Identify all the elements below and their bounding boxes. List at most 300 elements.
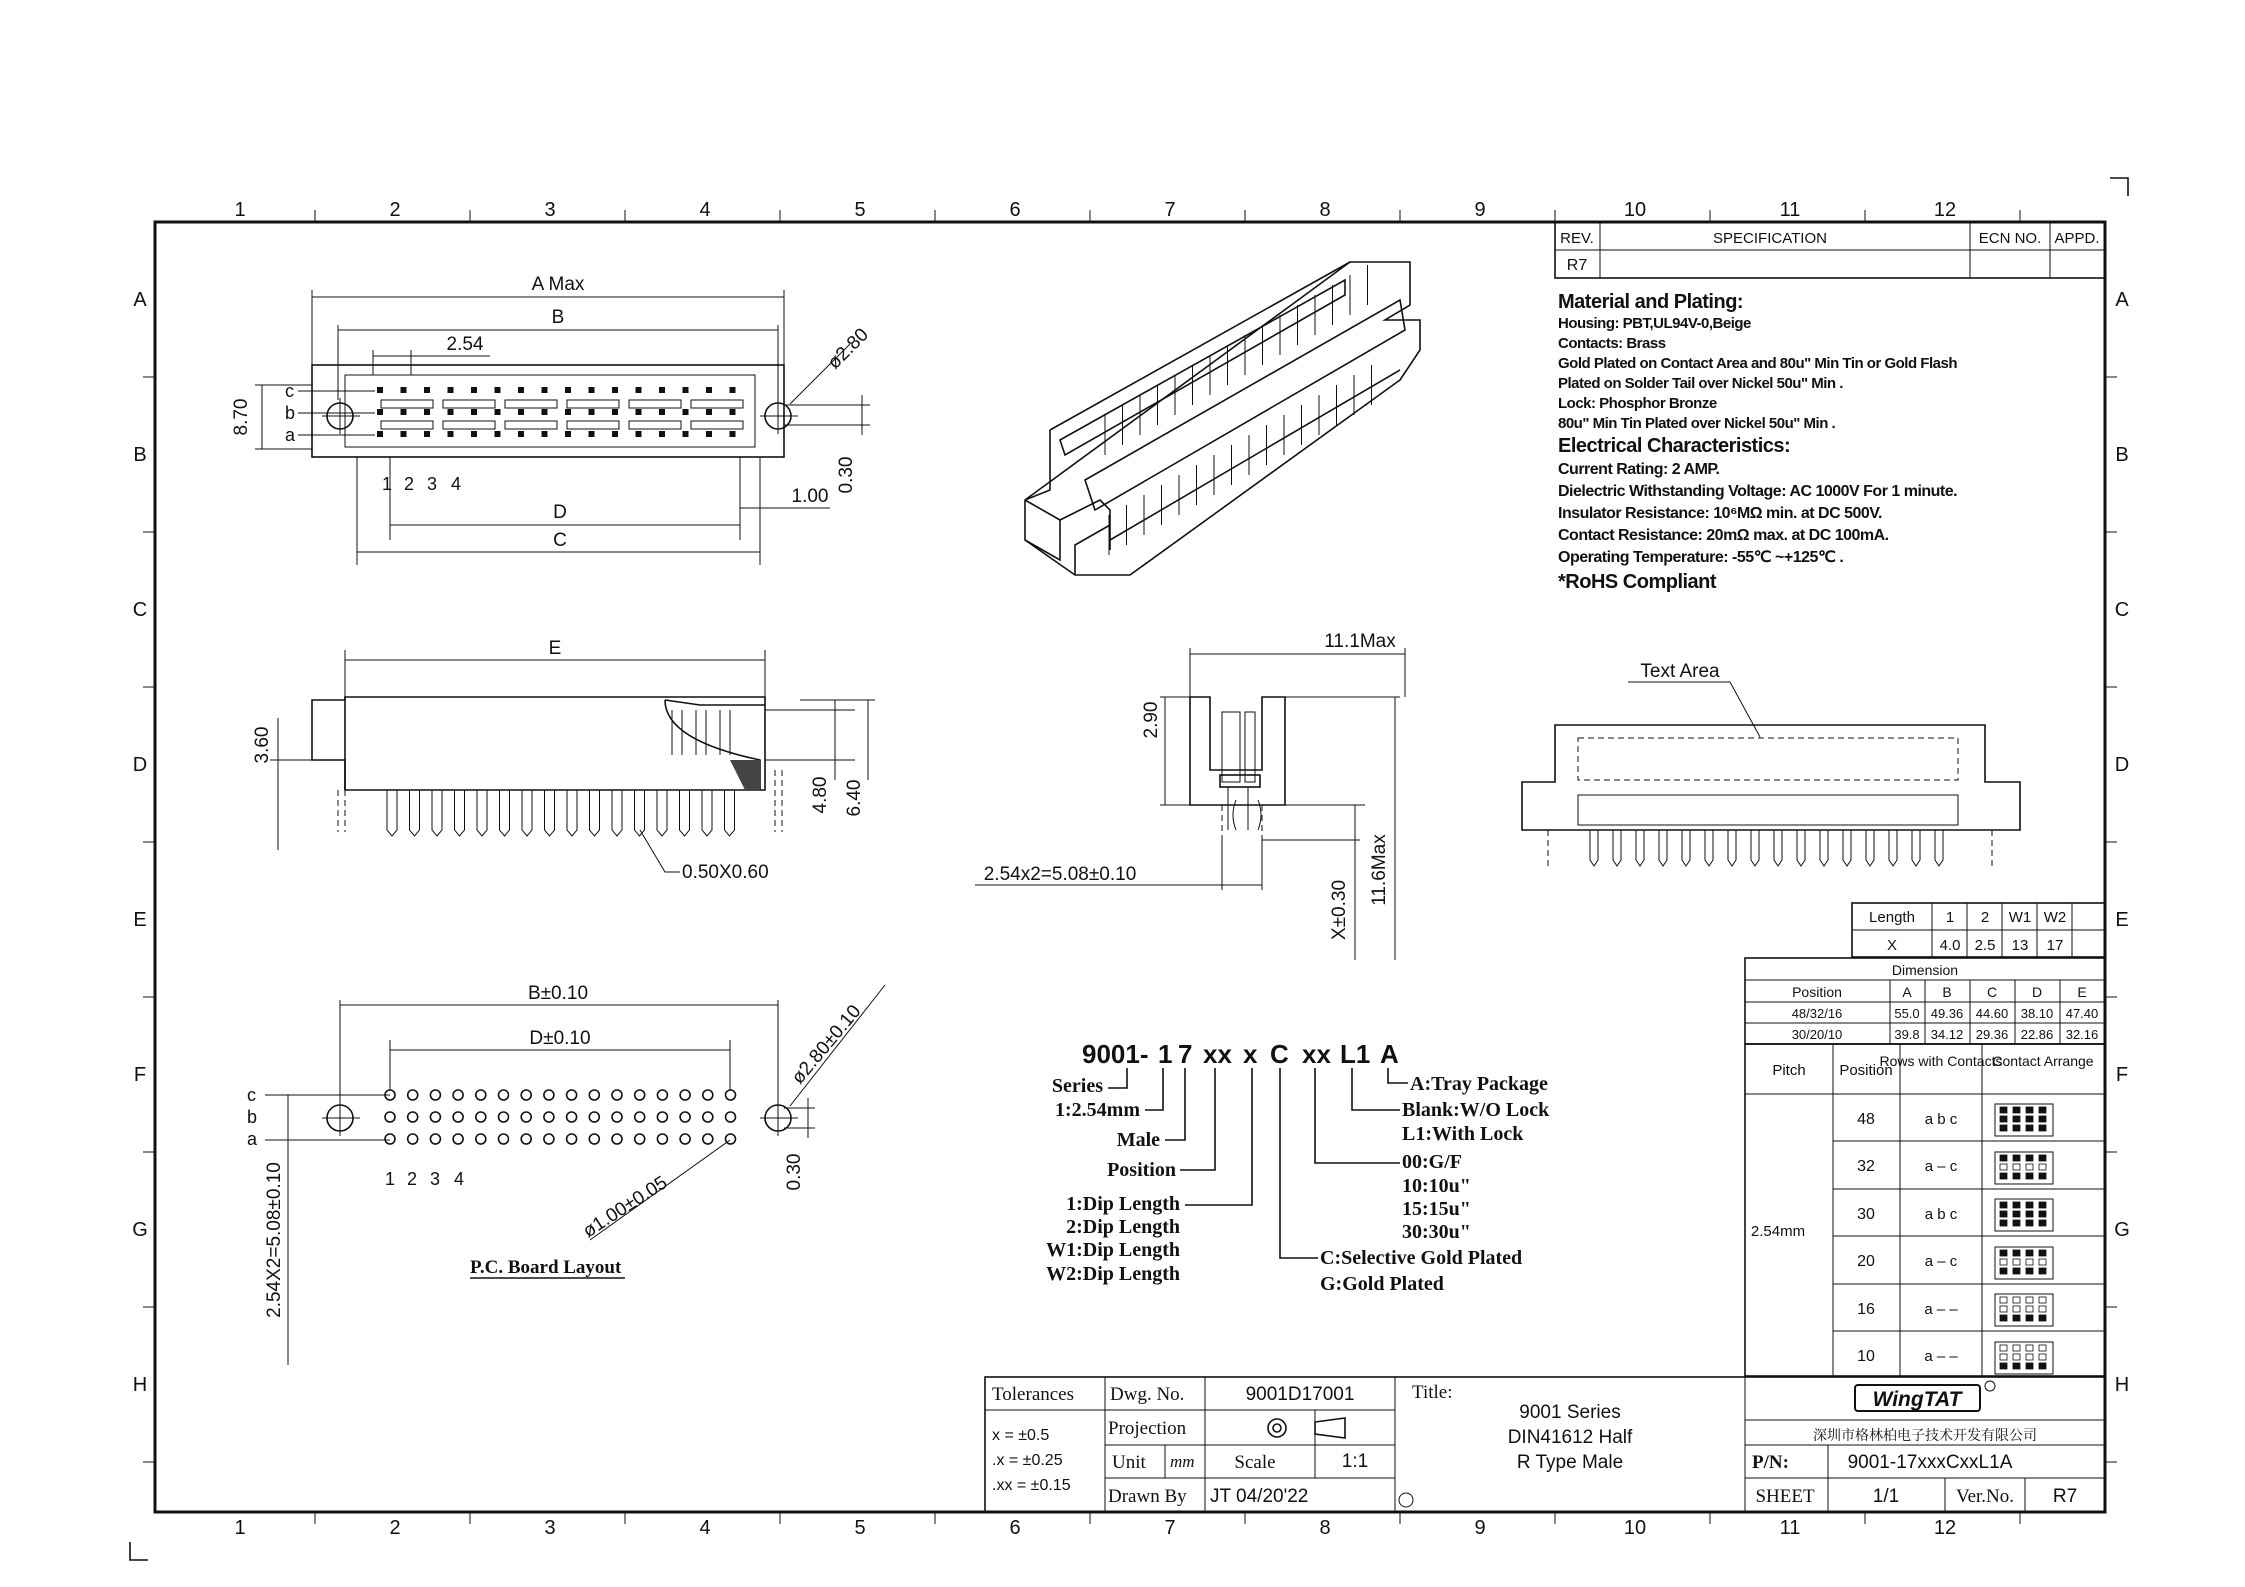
svg-text:W2:Dip Length: W2:Dip Length: [1046, 1263, 1180, 1285]
dim-length: 11.6Max: [1369, 834, 1390, 906]
pcb-pin-hole: [453, 1112, 463, 1122]
pcb-pin-hole: [635, 1134, 645, 1144]
pin-slot: [401, 409, 407, 415]
arrange-cell: [2013, 1173, 2020, 1179]
text-area-label: Text Area: [1640, 661, 1720, 682]
pcb-pin-hole: [635, 1112, 645, 1122]
pcb-dim-pin-hole: ø1.00±0.05: [579, 1172, 672, 1243]
pcb-pin-hole: [476, 1112, 486, 1122]
svg-text:2.5: 2.5: [1974, 937, 1996, 954]
svg-text:48: 48: [1857, 1111, 1875, 1128]
dim-offset: 1.00: [791, 486, 829, 507]
pin-slot: [612, 409, 618, 415]
pin-slot: [377, 431, 383, 437]
svg-text:b: b: [247, 1107, 258, 1127]
pin-slot: [471, 387, 477, 393]
svg-text:Dielectric Withstanding Voltag: Dielectric Withstanding Voltage: AC 1000V For 1 minute.: [1558, 483, 1958, 500]
svg-text:x: x: [1243, 1039, 1258, 1069]
electrical-heading: Electrical Characteristics:: [1558, 435, 1791, 457]
dim-pitch: 2.54: [446, 334, 484, 355]
svg-text:xx: xx: [1302, 1039, 1331, 1069]
ta-pin: [1705, 830, 1713, 866]
svg-text:4: 4: [699, 1517, 711, 1539]
arrange-cell: [2013, 1268, 2020, 1274]
arrange-cell: [2013, 1155, 2020, 1161]
arrange-cell: [2000, 1211, 2007, 1217]
svg-text:A:Tray Package: A:Tray Package: [1410, 1073, 1548, 1095]
svg-text:6: 6: [1009, 1517, 1021, 1539]
svg-text:1:1: 1:1: [1341, 1451, 1369, 1472]
svg-text:G: G: [2114, 1219, 2130, 1241]
arrange-cell: [2013, 1354, 2020, 1360]
svg-text:W1:Dip Length: W1:Dip Length: [1046, 1239, 1180, 1261]
pin-slot: [565, 387, 571, 393]
pcb-pin-hole: [385, 1134, 395, 1144]
pin-slot: [659, 387, 665, 393]
dim-e: E: [548, 638, 562, 659]
arrange-cell: [2039, 1259, 2046, 1265]
svg-text:48/32/16: 48/32/16: [1791, 1006, 1843, 1021]
svg-text:39.8: 39.8: [1894, 1027, 1920, 1042]
arrange-cell: [2026, 1107, 2033, 1113]
pcb-pin-hole: [589, 1134, 599, 1144]
svg-text:a: a: [247, 1129, 258, 1149]
svg-text:Scale: Scale: [1234, 1452, 1276, 1473]
svg-text:c: c: [285, 381, 294, 401]
arrange-cell: [2026, 1250, 2033, 1256]
arrange-cell: [2013, 1250, 2020, 1256]
svg-text:Plated on Solder Tail over Nic: Plated on Solder Tail over Nickel 50u" Min .: [1558, 375, 1843, 392]
pin-slot: [377, 387, 383, 393]
svg-text:2.54mm: 2.54mm: [1750, 1223, 1806, 1240]
svg-text:5: 5: [854, 199, 866, 221]
arrange-cell: [2026, 1363, 2033, 1369]
side-contact: [672, 710, 682, 755]
svg-text:Length: Length: [1869, 909, 1915, 926]
side-view: [252, 638, 875, 883]
pin-slot: [448, 409, 454, 415]
svg-text:L1:With Lock: L1:With Lock: [1402, 1123, 1524, 1145]
svg-text:3: 3: [429, 1169, 441, 1189]
pcb-layout-label: P.C. Board Layout: [470, 1257, 622, 1278]
pcb-pin-hole: [567, 1112, 577, 1122]
pin-slot: [612, 431, 618, 437]
dim-h1: 3.60: [252, 726, 273, 764]
pin-slot: [495, 409, 501, 415]
arrange-cell: [2013, 1211, 2020, 1217]
pin-slot: [706, 409, 712, 415]
pin-slot: [636, 431, 642, 437]
slot-group: [629, 421, 681, 429]
pin-slot: [636, 387, 642, 393]
svg-text:Dimension: Dimension: [1891, 962, 1959, 978]
ta-pin: [1889, 830, 1897, 866]
pcb-pin-hole: [544, 1090, 554, 1100]
side-pins: [387, 710, 735, 836]
svg-text:c: c: [247, 1085, 256, 1105]
arrange-cell: [2039, 1107, 2046, 1113]
pcb-pin-hole: [657, 1090, 667, 1100]
svg-text:2: 2: [406, 1169, 418, 1189]
pin-slot: [495, 431, 501, 437]
svg-text:22.86: 22.86: [2020, 1027, 2054, 1042]
side-pin: [702, 790, 712, 836]
pin-slot: [659, 431, 665, 437]
svg-text:32.16: 32.16: [2065, 1027, 2099, 1042]
svg-text:B: B: [133, 444, 147, 466]
svg-text:R7: R7: [2052, 1486, 2078, 1507]
svg-text:ECN NO.: ECN NO.: [1978, 230, 2042, 247]
svg-text:30:30u": 30:30u": [1402, 1221, 1471, 1243]
arrange-cell: [2026, 1259, 2033, 1265]
arrange-cell: [2039, 1155, 2046, 1161]
column-labels-top: [234, 199, 1956, 221]
svg-text:Blank:W/O Lock: Blank:W/O Lock: [1402, 1099, 1550, 1121]
svg-text:3: 3: [544, 199, 556, 221]
arrange-cell: [2039, 1315, 2046, 1321]
svg-text:a b c: a b c: [1924, 1111, 1958, 1128]
pcb-pin-hole: [544, 1134, 554, 1144]
pin-slot: [424, 431, 430, 437]
ta-pin: [1682, 830, 1690, 866]
pin-slots: [377, 387, 743, 437]
svg-text:29.36: 29.36: [1975, 1027, 2009, 1042]
pin-slot: [471, 431, 477, 437]
slot-group: [443, 421, 495, 429]
svg-text:F: F: [2115, 1064, 2129, 1086]
svg-text:49.36: 49.36: [1930, 1006, 1964, 1021]
pin-slot: [636, 409, 642, 415]
svg-text:G: G: [132, 1219, 148, 1241]
svg-text:30: 30: [1857, 1206, 1875, 1223]
pcb-dim-hole: ø2.80±0.10: [787, 1001, 866, 1089]
ta-pin: [1820, 830, 1828, 866]
ta-pin: [1866, 830, 1874, 866]
svg-text:a – –: a – –: [1924, 1301, 1958, 1318]
pcb-pin-hole: [408, 1090, 418, 1100]
slot-group: [443, 400, 495, 408]
pcb-pin-hole: [635, 1090, 645, 1100]
end-view: [975, 631, 1405, 960]
dim-width: 11.1Max: [1324, 631, 1396, 652]
pcb-pin-hole: [612, 1112, 622, 1122]
pcb-pin-hole: [680, 1090, 690, 1100]
pcb-pin-hole: [703, 1134, 713, 1144]
pin-slot: [683, 431, 689, 437]
svg-text:H: H: [132, 1374, 148, 1396]
slot-group: [567, 421, 619, 429]
pcb-pin-hole: [589, 1112, 599, 1122]
svg-text:2: 2: [389, 199, 401, 221]
text-area-view: [1522, 661, 2020, 866]
svg-text:Housing: PBT,UL94V-0,Beige: Housing: PBT,UL94V-0,Beige: [1558, 315, 1751, 332]
dim-gap: 0.30: [836, 456, 857, 494]
arrange-cell: [2039, 1354, 2046, 1360]
pcb-pin-hole: [703, 1090, 713, 1100]
svg-text:Unit: Unit: [1112, 1452, 1146, 1473]
pin-slot: [730, 387, 736, 393]
arrange-cell: [2013, 1107, 2020, 1113]
svg-text:a – c: a – c: [1924, 1158, 1958, 1175]
arrange-cell: [2026, 1211, 2033, 1217]
svg-text:Position: Position: [1839, 1062, 1893, 1079]
svg-text:Contact Resistance: 20mΩ max.: Contact Resistance: 20mΩ max. at DC 100mA.: [1558, 527, 1889, 544]
company-name: 深圳市格林柏电子技术开发有限公司: [1813, 1427, 2037, 1443]
arrange-cell: [2000, 1125, 2007, 1131]
svg-text:A: A: [1902, 984, 1912, 1000]
slot-group: [691, 400, 743, 408]
svg-text:9: 9: [1474, 199, 1486, 221]
arrange-cell: [2000, 1107, 2007, 1113]
length-table: [1852, 903, 2105, 957]
arrange-cell: [2013, 1315, 2020, 1321]
pin-slot: [448, 431, 454, 437]
svg-text:X: X: [1886, 937, 1898, 954]
svg-text:a – c: a – c: [1924, 1253, 1958, 1270]
svg-text:Series: Series: [1051, 1075, 1103, 1097]
svg-text:1: 1: [234, 199, 246, 221]
svg-text:a – –: a – –: [1924, 1348, 1958, 1365]
svg-text:P/N:: P/N:: [1752, 1452, 1789, 1473]
svg-text:2: 2: [403, 474, 415, 494]
pcb-pin-hole: [612, 1134, 622, 1144]
dim-h3: 6.40: [844, 779, 865, 817]
svg-text:D: D: [132, 754, 148, 776]
side-pin: [725, 790, 735, 836]
dimension-table: [1745, 958, 2105, 1044]
arrange-cell: [2039, 1250, 2046, 1256]
pcb-pin-hole: [521, 1134, 531, 1144]
svg-text:7: 7: [1164, 199, 1176, 221]
svg-text:38.10: 38.10: [2020, 1006, 2054, 1021]
arrange-cell: [2039, 1220, 2046, 1226]
svg-text:12: 12: [1933, 1517, 1957, 1539]
side-pin: [590, 790, 600, 836]
svg-text:a b c: a b c: [1924, 1206, 1958, 1223]
arrange-cell: [2026, 1268, 2033, 1274]
svg-text:x = ±0.5: x = ±0.5: [992, 1427, 1050, 1444]
svg-text:A: A: [133, 289, 147, 311]
dim-h2: 4.80: [810, 776, 831, 814]
arrange-cell: [2039, 1202, 2046, 1208]
pin-slot: [612, 387, 618, 393]
pin-slot: [424, 409, 430, 415]
svg-text:30/20/10: 30/20/10: [1791, 1027, 1843, 1042]
pcb-pin-hole: [703, 1112, 713, 1122]
arrange-cell: [2026, 1220, 2033, 1226]
arrange-cell: [2013, 1220, 2020, 1226]
dim-pin: 0.50X0.60: [682, 862, 769, 883]
arrange-cell: [2026, 1306, 2033, 1312]
svg-text:47.40: 47.40: [2065, 1006, 2099, 1021]
svg-text:W1: W1: [2008, 909, 2032, 926]
svg-text:R7: R7: [1566, 257, 1588, 274]
svg-text:JT 04/20'22: JT 04/20'22: [1210, 1486, 1309, 1507]
slot-group: [505, 421, 557, 429]
dim-hole-dia: ø2.80: [823, 324, 873, 374]
side-pin: [522, 790, 532, 836]
svg-text:17: 17: [2046, 937, 2064, 954]
svg-text:E: E: [2077, 984, 2087, 1000]
slot-group: [567, 400, 619, 408]
svg-text:2: 2: [1980, 909, 1990, 926]
svg-text:15:15u": 15:15u": [1402, 1198, 1471, 1220]
arrange-cell: [2000, 1155, 2007, 1161]
arrange-cell: [2026, 1202, 2033, 1208]
svg-text:B: B: [2115, 444, 2129, 466]
svg-text:9001 Series: 9001 Series: [1519, 1402, 1621, 1423]
pcb-pin-hole: [657, 1112, 667, 1122]
pin-slot: [377, 409, 383, 415]
side-pin: [455, 790, 465, 836]
svg-text:10: 10: [1857, 1348, 1875, 1365]
arrange-cell: [2039, 1297, 2046, 1303]
pcb-pin-hole: [453, 1134, 463, 1144]
svg-text:E: E: [133, 909, 147, 931]
svg-text:WingTAT: WingTAT: [1872, 1388, 1962, 1411]
svg-text:Lock: Phosphor Bronze: Lock: Phosphor Bronze: [1558, 395, 1717, 412]
dim-height: 8.70: [231, 398, 252, 436]
title-block: [985, 1377, 2105, 1512]
ta-pin: [1728, 830, 1736, 866]
dim-pin-pitch: 2.54x2=5.08±0.10: [983, 864, 1137, 885]
svg-text:3: 3: [544, 1517, 556, 1539]
svg-text:20: 20: [1857, 1253, 1875, 1270]
arrange-cell: [2039, 1164, 2046, 1170]
svg-text:REV.: REV.: [1560, 230, 1594, 247]
svg-text:11: 11: [1779, 1517, 1801, 1539]
pin-slot: [565, 431, 571, 437]
svg-text:Operating Temperature: -55℃ ~+: Operating Temperature: -55℃ ~+125℃ .: [1558, 549, 1844, 566]
arrange-cell: [2000, 1259, 2007, 1265]
svg-text:16: 16: [1857, 1301, 1875, 1318]
side-pin: [567, 790, 577, 836]
svg-text:mm: mm: [1170, 1452, 1195, 1471]
dim-h: 2.90: [1141, 701, 1162, 739]
svg-text:Rows with Contacts: Rows with Contacts: [1879, 1053, 2003, 1069]
side-pin: [635, 790, 645, 836]
svg-text:Contacts: Brass: Contacts: Brass: [1558, 335, 1666, 352]
pin-slot: [542, 387, 548, 393]
arrange-cell: [2000, 1250, 2007, 1256]
arrange-cell: [2026, 1155, 2033, 1161]
side-pin: [432, 790, 442, 836]
ta-pin: [1797, 830, 1805, 866]
text-area-pins: [1548, 830, 1992, 866]
side-pin: [680, 790, 690, 836]
svg-text:10:10u": 10:10u": [1402, 1175, 1471, 1197]
svg-text:Title:: Title:: [1412, 1382, 1453, 1403]
pin-slot: [565, 409, 571, 415]
svg-text:1: 1: [1945, 909, 1955, 926]
pcb-pin-hole: [567, 1090, 577, 1100]
pin-slot: [589, 431, 595, 437]
arrange-cell: [2000, 1268, 2007, 1274]
pcb-dim-d: D±0.10: [529, 1028, 591, 1049]
svg-text:Contact Arrange: Contact Arrange: [1992, 1053, 2094, 1069]
arrange-cell: [2000, 1297, 2007, 1303]
svg-text:.x = ±0.25: .x = ±0.25: [992, 1452, 1063, 1469]
pin-slot: [518, 431, 524, 437]
top-view: [231, 274, 873, 565]
arrange-cell: [2013, 1202, 2020, 1208]
pin-slot: [589, 409, 595, 415]
side-contact: [720, 710, 730, 755]
svg-text:44.60: 44.60: [1975, 1006, 2009, 1021]
ta-pin: [1774, 830, 1782, 866]
pin-slot: [730, 409, 736, 415]
pin-slot: [659, 409, 665, 415]
svg-text:Pitch: Pitch: [1772, 1062, 1806, 1079]
column-labels-bottom: [234, 1517, 1956, 1539]
part-number-breakdown: [1046, 1039, 1550, 1295]
svg-text:1: 1: [381, 474, 393, 494]
svg-text:Male: Male: [1116, 1129, 1160, 1151]
pcb-pin-hole: [521, 1112, 531, 1122]
arrange-cell: [2039, 1116, 2046, 1122]
svg-text:APPD.: APPD.: [2054, 230, 2100, 247]
arrange-cell: [2000, 1306, 2007, 1312]
arrange-cell: [2026, 1345, 2033, 1351]
arrange-cell: [2039, 1345, 2046, 1351]
corner-mark-top-right: [2110, 178, 2128, 196]
svg-text:Dwg. No.: Dwg. No.: [1110, 1384, 1185, 1405]
pin-slot: [424, 387, 430, 393]
svg-text:A: A: [1380, 1039, 1399, 1069]
pcb-pin-hole: [680, 1112, 690, 1122]
arrange-cell: [2039, 1125, 2046, 1131]
side-pin: [477, 790, 487, 836]
arrange-cell: [2039, 1363, 2046, 1369]
svg-text:13: 13: [2011, 937, 2029, 954]
svg-text:F: F: [133, 1064, 147, 1086]
svg-text:Drawn By: Drawn By: [1108, 1486, 1187, 1507]
dim-d: D: [553, 502, 567, 523]
slot-group: [381, 400, 433, 408]
side-pin: [612, 790, 622, 836]
arrange-cell: [2013, 1345, 2020, 1351]
svg-text:R Type Male: R Type Male: [1516, 1452, 1624, 1473]
svg-text:Position: Position: [1107, 1159, 1176, 1181]
slot-group: [381, 421, 433, 429]
pin-slot: [495, 387, 501, 393]
pcb-pin-hole: [657, 1134, 667, 1144]
svg-text:9001-17xxxCxxL1A: 9001-17xxxCxxL1A: [1847, 1452, 2013, 1473]
pin-slot: [683, 409, 689, 415]
ta-pin: [1912, 830, 1920, 866]
arrange-cell: [2013, 1306, 2020, 1312]
svg-text:H: H: [2114, 1374, 2130, 1396]
arrange-cell: [2000, 1164, 2007, 1170]
arrange-cell: [2026, 1125, 2033, 1131]
pcb-pin-hole: [430, 1090, 440, 1100]
svg-text:1: 1: [1158, 1039, 1173, 1069]
svg-text:Ver.No.: Ver.No.: [1955, 1486, 2015, 1507]
specifications-text: [1558, 291, 1957, 593]
arrange-cell: [2013, 1116, 2020, 1122]
pcb-pin-hole: [430, 1112, 440, 1122]
pcb-pin-hole: [385, 1112, 395, 1122]
arrange-cell: [2039, 1268, 2046, 1274]
svg-text:1:Dip Length: 1:Dip Length: [1066, 1193, 1180, 1215]
pn-code-base: 9001-: [1082, 1039, 1149, 1069]
svg-text:12: 12: [1933, 199, 1957, 221]
svg-text:SHEET: SHEET: [1755, 1486, 1815, 1507]
pcb-dim-gap: 0.30: [784, 1153, 805, 1191]
svg-text:C: C: [1270, 1039, 1289, 1069]
svg-text:7: 7: [1164, 1517, 1176, 1539]
svg-text:a: a: [285, 425, 296, 445]
